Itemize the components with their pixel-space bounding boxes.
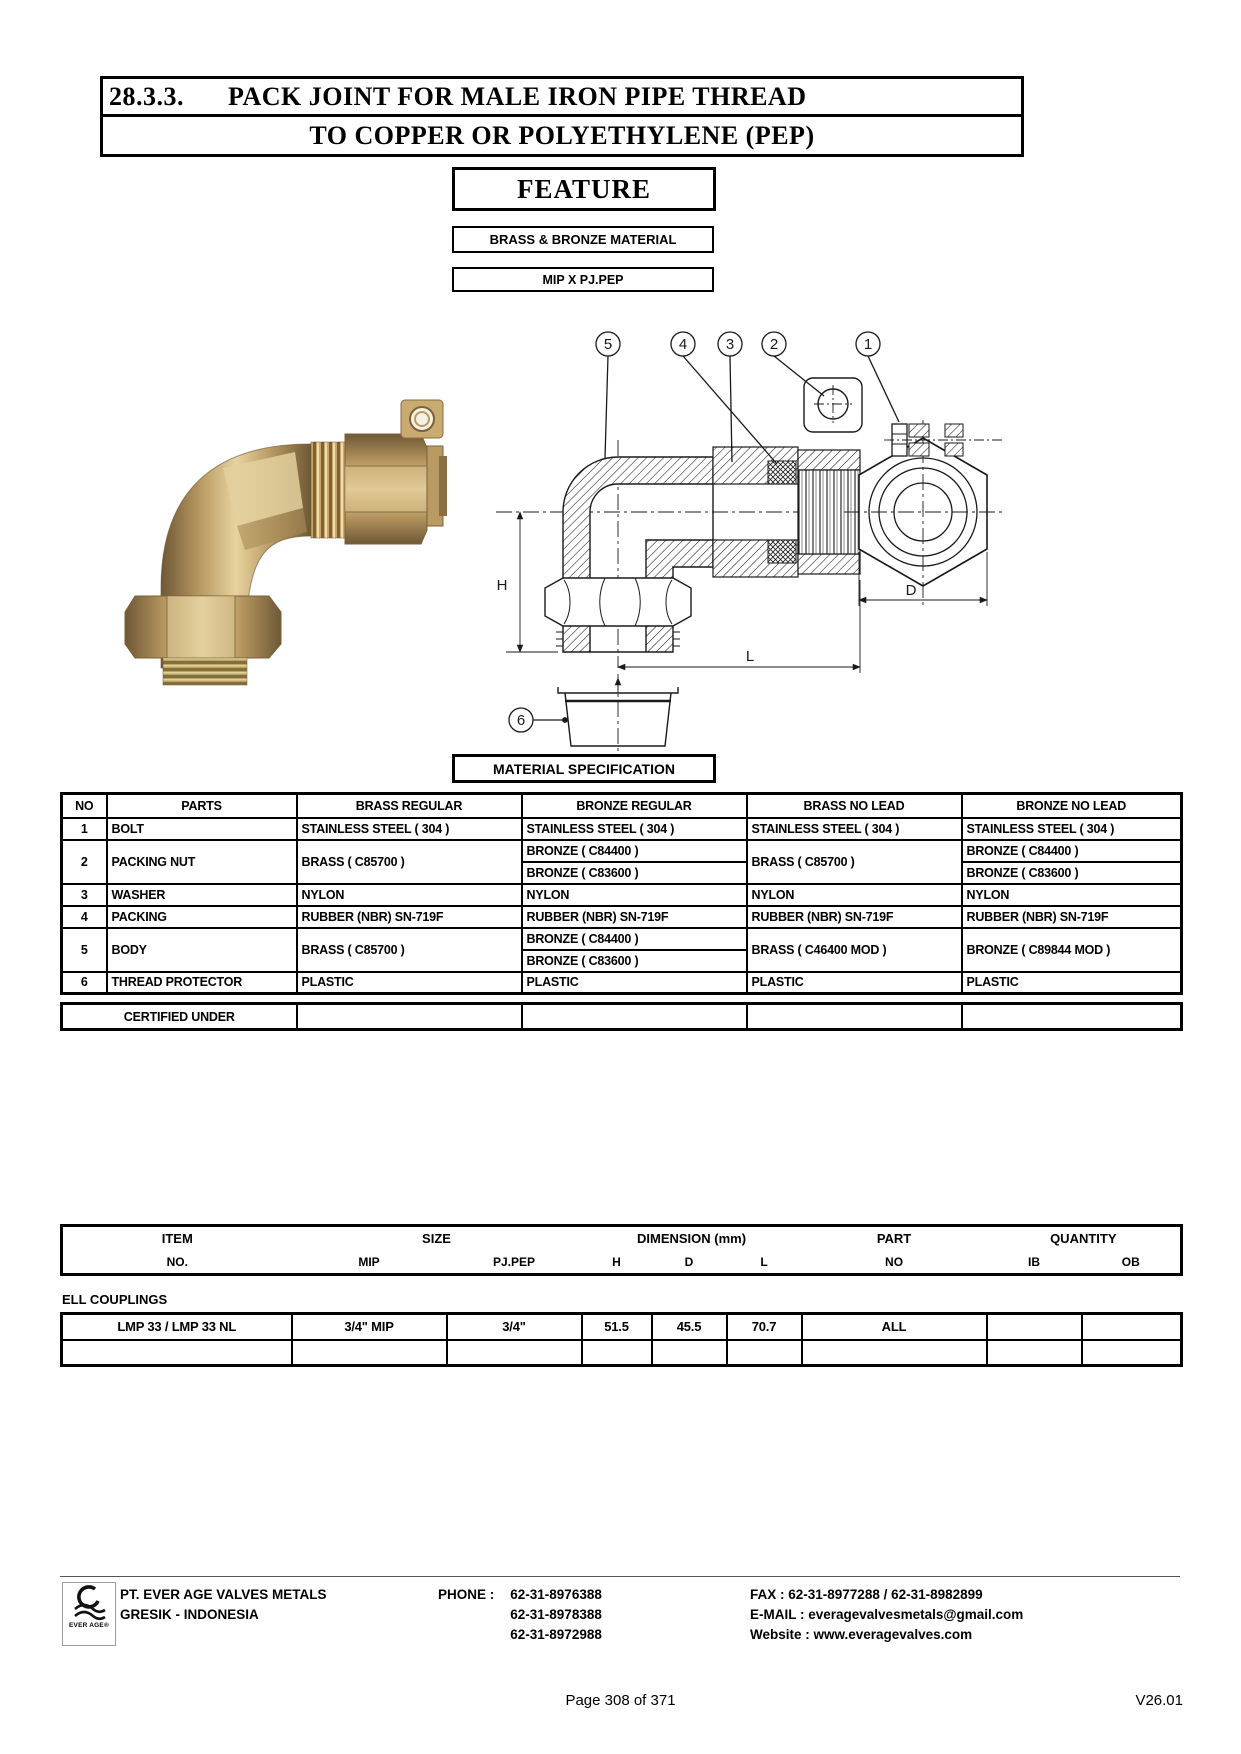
connection-banner: MIP X PJ.PEP (452, 267, 714, 292)
sub-pjpep: PJ.PEP (492, 1254, 536, 1269)
sub-mip: MIP (358, 1254, 380, 1269)
table-row (62, 928, 1182, 950)
pjpep-cell: 3/4" (447, 1314, 582, 1340)
spec-cell: PACKING NUT (107, 840, 297, 884)
empty-cell (652, 1340, 727, 1366)
material-spec-header-row (62, 794, 1182, 818)
ever-age-logo-text: EVER AGE® (69, 1622, 109, 1629)
spec-cell: BOLT (107, 818, 297, 840)
material-banner: BRASS & BRONZE MATERIAL (452, 226, 714, 253)
size-spec-table (60, 1312, 1183, 1367)
table-row (62, 818, 1182, 840)
spec-cell: NYLON (747, 884, 962, 906)
col-no: NO (62, 794, 107, 818)
spec-cell: NYLON (522, 884, 747, 906)
page-title-line2: TO COPPER OR POLYETHYLENE (PEP) (309, 120, 815, 150)
footer-logo (62, 1582, 116, 1646)
material-spec-table (60, 792, 1183, 995)
dim-l-cell: 70.7 (727, 1314, 802, 1340)
group-quantity: QUANTITY (1050, 1231, 1117, 1247)
sub-ob: OB (1121, 1254, 1140, 1269)
product-photo-image (105, 360, 450, 690)
ib-cell (987, 1314, 1082, 1340)
spec-cell: BRASS ( C85700 ) (747, 840, 962, 884)
spec-cell: BRONZE ( C84400 ) (522, 928, 747, 950)
feature-heading: FEATURE (452, 167, 716, 211)
spec-cell: THREAD PROTECTOR (107, 972, 297, 994)
company-block (120, 1585, 327, 1625)
company-name: PT. EVER AGE VALVES METALS (120, 1587, 327, 1602)
empty-cell (987, 1340, 1082, 1366)
spec-cell: PLASTIC (297, 972, 522, 994)
title-text: PACK JOINT FOR MALE IRON PIPE THREAD (228, 81, 807, 111)
spec-cell: RUBBER (NBR) SN-719F (747, 906, 962, 928)
spec-cell: 5 (62, 928, 107, 972)
page-title (100, 76, 1024, 157)
sub-ib: IB (1028, 1254, 1041, 1269)
email-line: E-MAIL : everagevalvesmetals@gmail.com (750, 1607, 1024, 1622)
certified-under-row (60, 1002, 1183, 1031)
spec-cell: RUBBER (NBR) SN-719F (962, 906, 1182, 928)
phone-numbers (510, 1585, 602, 1645)
sub-h: H (612, 1254, 621, 1269)
col-bronze-regular: BRONZE REGULAR (522, 794, 747, 818)
ever-age-logo-icon (67, 1583, 111, 1621)
spec-cell: 6 (62, 972, 107, 994)
phone-block (438, 1585, 602, 1645)
table-row (62, 906, 1182, 928)
technical-drawing (468, 322, 1013, 757)
table-row (62, 1004, 1182, 1030)
fax-line: FAX : 62-31-8977288 / 62-31-8982899 (750, 1587, 983, 1602)
spec-cell: NYLON (962, 884, 1182, 906)
phone-label: PHONE : (438, 1587, 495, 1602)
empty-cell (747, 1004, 962, 1030)
empty-cell (522, 1004, 747, 1030)
spec-cell: STAINLESS STEEL ( 304 ) (747, 818, 962, 840)
group-item: ITEM (161, 1231, 193, 1247)
spec-cell: BRONZE ( C83600 ) (522, 862, 747, 884)
spec-cell: NYLON (297, 884, 522, 906)
spec-cell: BRASS ( C85700 ) (297, 928, 522, 972)
spec-cell: 1 (62, 818, 107, 840)
spec-cell: BRONZE ( C89844 MOD ) (962, 928, 1182, 972)
dim-h-label: H (496, 577, 508, 594)
table-row (62, 1314, 1182, 1340)
dim-l-label: L (745, 648, 755, 665)
fax-block (750, 1585, 1023, 1645)
empty-cell (1082, 1340, 1182, 1366)
group-size: SIZE (422, 1231, 451, 1247)
spec-cell: STAINLESS STEEL ( 304 ) (297, 818, 522, 840)
table-row (62, 1340, 1182, 1366)
size-header-sub-row (62, 1251, 1182, 1275)
page-title-line1 (103, 79, 1021, 117)
ob-cell (1082, 1314, 1182, 1340)
spec-cell: RUBBER (NBR) SN-719F (297, 906, 522, 928)
item-cell: LMP 33 / LMP 33 NL (62, 1314, 292, 1340)
spec-cell: PACKING (107, 906, 297, 928)
spec-cell: BRONZE ( C83600 ) (962, 862, 1182, 884)
spec-cell: BRONZE ( C84400 ) (522, 840, 747, 862)
mip-cell: 3/4" MIP (292, 1314, 447, 1340)
material-spec-heading: MATERIAL SPECIFICATION (452, 754, 716, 783)
part-no-cell: ALL (802, 1314, 987, 1340)
sub-l: L (760, 1254, 768, 1269)
col-brass-no-lead: BRASS NO LEAD (747, 794, 962, 818)
spec-cell: BODY (107, 928, 297, 972)
website-line: Website : www.everagevalves.com (750, 1627, 973, 1642)
callout-3: 3 (725, 336, 735, 353)
callout-5: 5 (603, 336, 613, 353)
dim-d-label: D (905, 582, 917, 599)
group-dimension: DIMENSION (mm) (636, 1231, 747, 1247)
size-spec-header (60, 1224, 1183, 1276)
empty-cell (292, 1340, 447, 1366)
spec-cell: PLASTIC (747, 972, 962, 994)
spec-cell: PLASTIC (962, 972, 1182, 994)
table-row (62, 972, 1182, 994)
technical-drawing-image (468, 322, 1013, 757)
empty-cell (297, 1004, 522, 1030)
sub-d: D (684, 1254, 694, 1269)
spec-cell: 2 (62, 840, 107, 884)
empty-cell (582, 1340, 652, 1366)
phone-number: 62-31-8978388 (510, 1607, 602, 1622)
dim-h-cell: 51.5 (582, 1314, 652, 1340)
group-part: PART (876, 1231, 912, 1247)
spec-cell: RUBBER (NBR) SN-719F (522, 906, 747, 928)
empty-cell (447, 1340, 582, 1366)
callout-6: 6 (516, 712, 526, 729)
section-number: 28.3.3. (109, 81, 184, 111)
callout-1: 1 (863, 336, 873, 353)
sub-item-no: NO. (166, 1254, 188, 1269)
empty-cell (962, 1004, 1182, 1030)
phone-number: 62-31-8972988 (510, 1627, 602, 1642)
spec-cell: BRASS ( C85700 ) (297, 840, 522, 884)
dim-d-cell: 45.5 (652, 1314, 727, 1340)
spec-cell: STAINLESS STEEL ( 304 ) (522, 818, 747, 840)
certified-under-label: CERTIFIED UNDER (62, 1004, 297, 1030)
spec-cell: 4 (62, 906, 107, 928)
phone-number: 62-31-8976388 (510, 1587, 602, 1602)
page-number: Page 308 of 371 (565, 1692, 676, 1709)
spec-cell: WASHER (107, 884, 297, 906)
size-header-group-row (62, 1226, 1182, 1251)
spec-cell: BRONZE ( C84400 ) (962, 840, 1182, 862)
version-label: V26.01 (1135, 1692, 1183, 1709)
empty-cell (802, 1340, 987, 1366)
ell-couplings-label: ELL COUPLINGS (62, 1292, 168, 1307)
spec-cell: STAINLESS STEEL ( 304 ) (962, 818, 1182, 840)
callout-4: 4 (678, 336, 688, 353)
sub-part-no: NO (885, 1254, 904, 1269)
company-location: GRESIK - INDONESIA (120, 1607, 259, 1622)
table-row (62, 840, 1182, 862)
col-parts: PARTS (107, 794, 297, 818)
table-row (62, 884, 1182, 906)
spec-cell: 3 (62, 884, 107, 906)
callout-2: 2 (769, 336, 779, 353)
spec-cell: BRASS ( C46400 MOD ) (747, 928, 962, 972)
empty-cell (727, 1340, 802, 1366)
product-photo (105, 360, 450, 690)
footer-divider (60, 1576, 1180, 1577)
col-bronze-no-lead: BRONZE NO LEAD (962, 794, 1182, 818)
spec-cell: PLASTIC (522, 972, 747, 994)
col-brass-regular: BRASS REGULAR (297, 794, 522, 818)
empty-cell (62, 1340, 292, 1366)
spec-cell: BRONZE ( C83600 ) (522, 950, 747, 972)
